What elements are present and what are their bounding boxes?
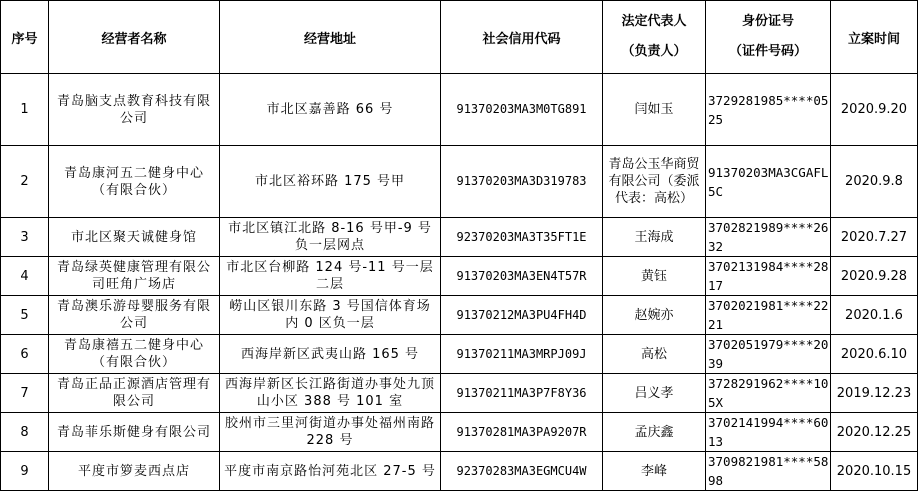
table-row (1, 413, 918, 452)
cell-index: 3 (1, 218, 49, 257)
cell-filing-date: 2020.10.15 (831, 452, 918, 491)
cell-credit-code: 91370212MA3PU4FH4D (441, 296, 603, 335)
header-id-line1: 身份证号 (741, 14, 794, 29)
table-row (1, 296, 918, 335)
cell-operator-name: 青岛康禧五二健身中心（有限合伙） (49, 335, 220, 374)
cell-operator-name: 青岛菲乐斯健身有限公司 (49, 413, 220, 452)
cell-address: 崂山区银川东路 3 号国信体育场内 0 区负一层 (220, 296, 441, 335)
cell-id-number: 3702141994****6013 (706, 413, 831, 452)
header-legal-rep (603, 1, 706, 74)
cell-credit-code: 91370211MA3MRPJ09J (441, 335, 603, 374)
cell-address: 市北区裕环路 175 号甲 (220, 146, 441, 218)
cell-operator-name: 青岛正品正源酒店管理有限公司 (49, 374, 220, 413)
cell-address: 市北区镇江北路 8-16 号甲-9 号负一层网点 (220, 218, 441, 257)
cell-operator-name: 青岛康河五二健身中心（有限合伙） (49, 146, 220, 218)
cell-legal-rep: 吕义孝 (603, 374, 706, 413)
cell-filing-date: 2020.12.25 (831, 413, 918, 452)
table-row (1, 374, 918, 413)
header-legal-rep-line1: 法定代表人 (621, 14, 687, 29)
header-id (706, 1, 831, 74)
cell-operator-name: 市北区聚天诚健身馆 (49, 218, 220, 257)
cell-filing-date: 2020.6.10 (831, 335, 918, 374)
cell-credit-code: 91370203MA3D319783 (441, 146, 603, 218)
cell-credit-code: 91370211MA3P7F8Y36 (441, 374, 603, 413)
cell-id-number: 3702821989****2632 (706, 218, 831, 257)
cell-operator-name: 平度市箩麦西点店 (49, 452, 220, 491)
cell-operator-name: 青岛澳乐游母婴服务有限公司 (49, 296, 220, 335)
cell-index: 2 (1, 146, 49, 218)
cell-operator-name: 青岛脑支点教育科技有限公司 (49, 74, 220, 146)
cell-id-number: 3702021981****2221 (706, 296, 831, 335)
cell-filing-date: 2020.7.27 (831, 218, 918, 257)
cell-filing-date: 2020.9.20 (831, 74, 918, 146)
cell-index: 6 (1, 335, 49, 374)
cell-address: 西海岸新区长江路街道办事处九顶山小区 388 号 101 室 (220, 374, 441, 413)
cell-credit-code: 91370281MA3PA9207R (441, 413, 603, 452)
cell-credit-code: 91370203MA3M0TG891 (441, 74, 603, 146)
cell-legal-rep: 孟庆鑫 (603, 413, 706, 452)
header-id-line2: （证件号码） (728, 44, 807, 59)
header-credit-code: 社会信用代码 (441, 1, 603, 74)
cell-legal-rep: 王海成 (603, 218, 706, 257)
cell-id-number: 3729281985****0525 (706, 74, 831, 146)
cell-filing-date: 2020.9.28 (831, 257, 918, 296)
cell-operator-name: 青岛绿英健康管理有限公司旺角广场店 (49, 257, 220, 296)
cell-id-number: 3728291962****105X (706, 374, 831, 413)
cell-index: 5 (1, 296, 49, 335)
cell-index: 7 (1, 374, 49, 413)
cell-legal-rep: 高松 (603, 335, 706, 374)
cell-filing-date: 2020.9.8 (831, 146, 918, 218)
header-address: 经营地址 (220, 1, 441, 74)
cell-index: 8 (1, 413, 49, 452)
cell-filing-date: 2020.1.6 (831, 296, 918, 335)
cell-address: 市北区嘉善路 66 号 (220, 74, 441, 146)
cell-id-number: 3702051979****2039 (706, 335, 831, 374)
cell-legal-rep: 李峰 (603, 452, 706, 491)
header-index: 序号 (1, 1, 49, 74)
header-legal-rep-line2: （负责人） (621, 44, 687, 59)
table-row (1, 257, 918, 296)
cell-index: 1 (1, 74, 49, 146)
cell-address: 市北区台柳路 124 号-11 号一层二层 (220, 257, 441, 296)
cell-address: 平度市南京路怡河苑北区 27-5 号 (220, 452, 441, 491)
cell-filing-date: 2019.12.23 (831, 374, 918, 413)
cell-credit-code: 92370283MA3EGMCU4W (441, 452, 603, 491)
header-filing-date: 立案时间 (831, 1, 918, 74)
cell-legal-rep: 青岛公玉华商贸有限公司（委派代表：高松） (603, 146, 706, 218)
header-row (1, 1, 918, 74)
table-row (1, 146, 918, 218)
cell-id-number: 3709821981****5898 (706, 452, 831, 491)
cell-credit-code: 92370203MA3T35FT1E (441, 218, 603, 257)
header-operator-name: 经营者名称 (49, 1, 220, 74)
cell-id-number: 3702131984****2817 (706, 257, 831, 296)
cell-legal-rep: 闫如玉 (603, 74, 706, 146)
table-row (1, 335, 918, 374)
cell-legal-rep: 黄钰 (603, 257, 706, 296)
cell-index: 4 (1, 257, 49, 296)
cell-address: 西海岸新区武夷山路 165 号 (220, 335, 441, 374)
cell-credit-code: 91370203MA3EN4T57R (441, 257, 603, 296)
cell-legal-rep: 赵婉亦 (603, 296, 706, 335)
table-row (1, 218, 918, 257)
cell-address: 胶州市三里河街道办事处福州南路 228 号 (220, 413, 441, 452)
cell-index: 9 (1, 452, 49, 491)
cell-id-number: 91370203MA3CGAFL5C (706, 146, 831, 218)
table-row (1, 452, 918, 491)
table-row (1, 74, 918, 146)
